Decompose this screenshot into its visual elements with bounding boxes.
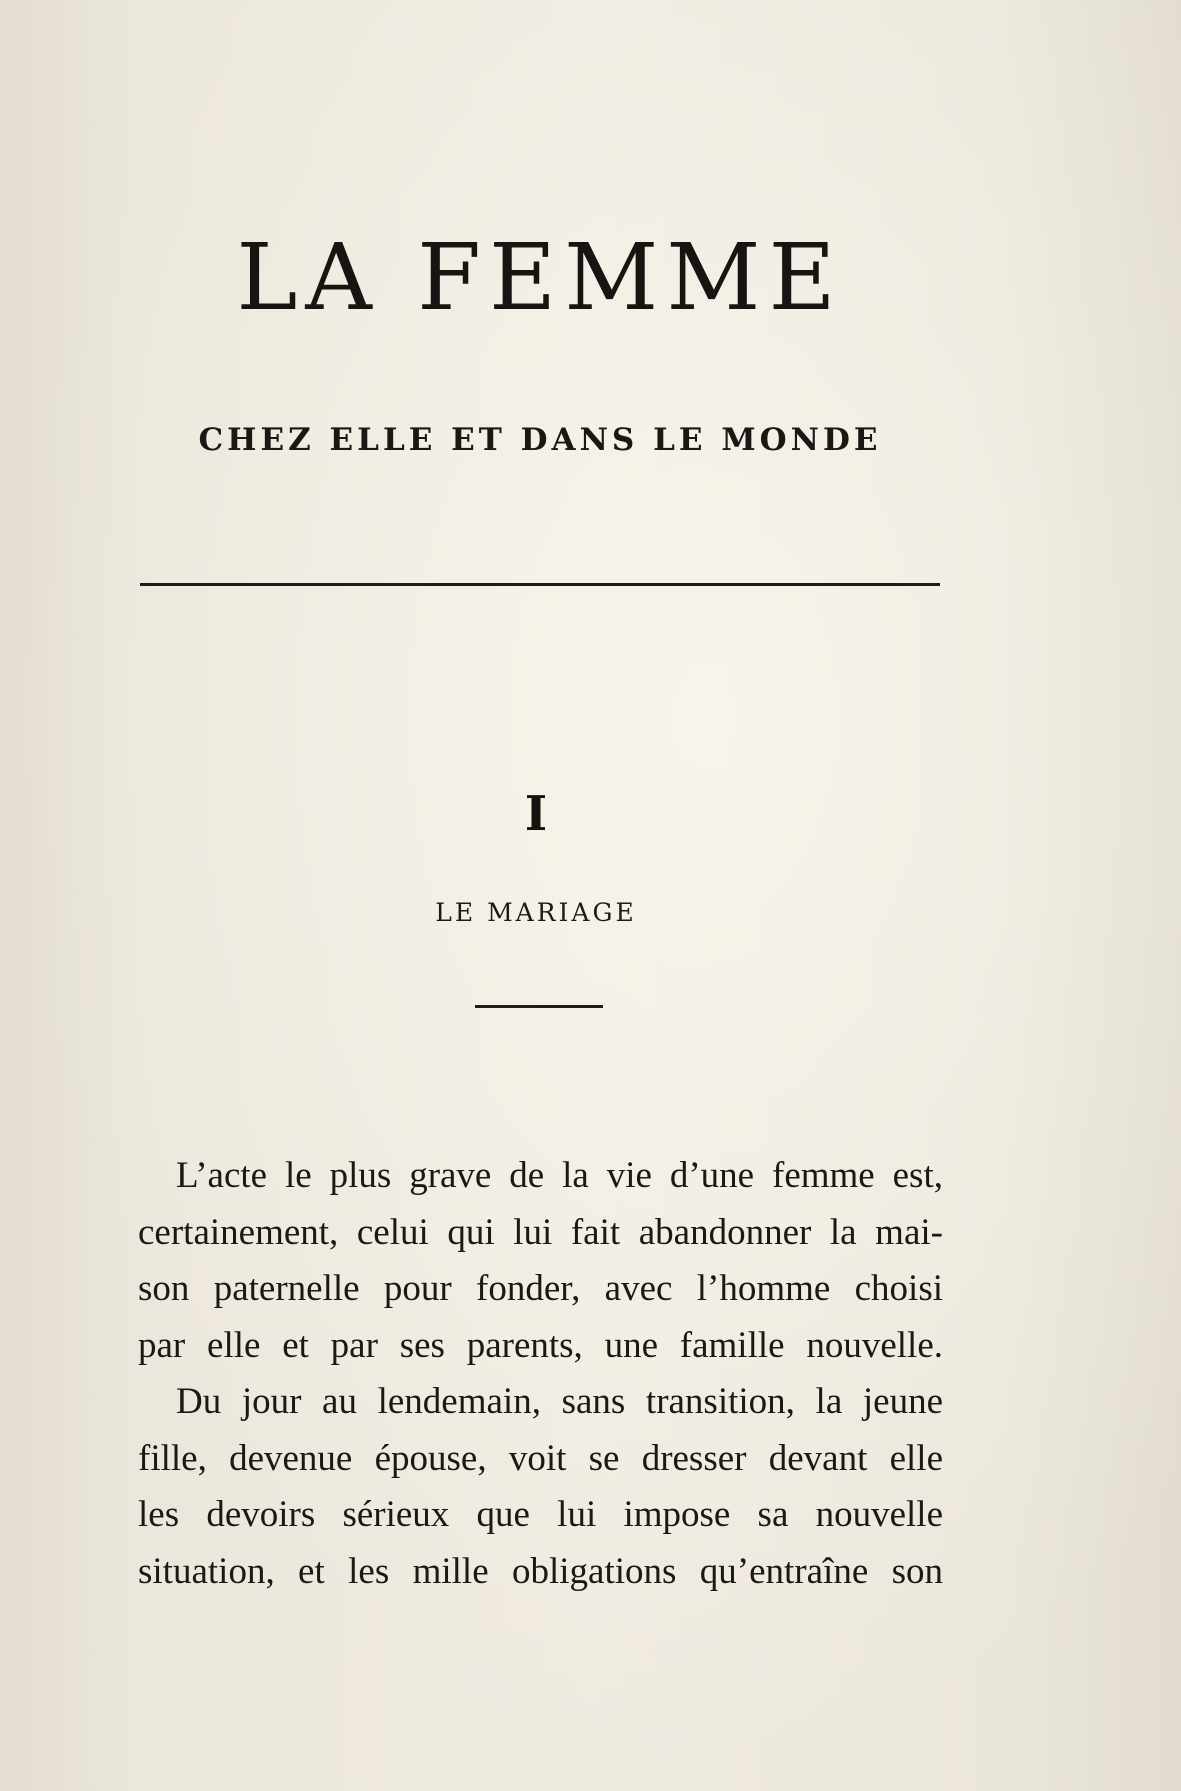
body-line: L’acte le plus grave de la vie d’une femme est, [176, 1155, 943, 1196]
body-line: son paternelle pour fonder, avec l’homme choisi [138, 1268, 943, 1309]
body-line: situation, et les mille obligations qu’entraîne son [138, 1550, 943, 1592]
body-line: les devoirs sérieux que lui impose sa nouvelle [138, 1494, 943, 1535]
body-line: par elle et par ses parents, une famille nouvelle. [138, 1324, 943, 1366]
body-line: Du jour au lendemain, sans transition, la jeune [176, 1381, 943, 1422]
chapter-title: LE MARIAGE [435, 898, 637, 927]
body-paragraphs [138, 1148, 943, 1600]
title-divider [140, 583, 940, 586]
book-title: LA FEMME [236, 224, 844, 331]
chapter-divider [475, 1005, 603, 1008]
body-line: certainement, celui qui lui fait abandonner la mai- [138, 1211, 943, 1253]
book-subtitle: CHEZ ELLE ET DANS LE MONDE [198, 422, 882, 458]
chapter-number: I [524, 786, 548, 842]
body-line: fille, devenue épouse, voit se dresser devant elle [138, 1437, 943, 1479]
